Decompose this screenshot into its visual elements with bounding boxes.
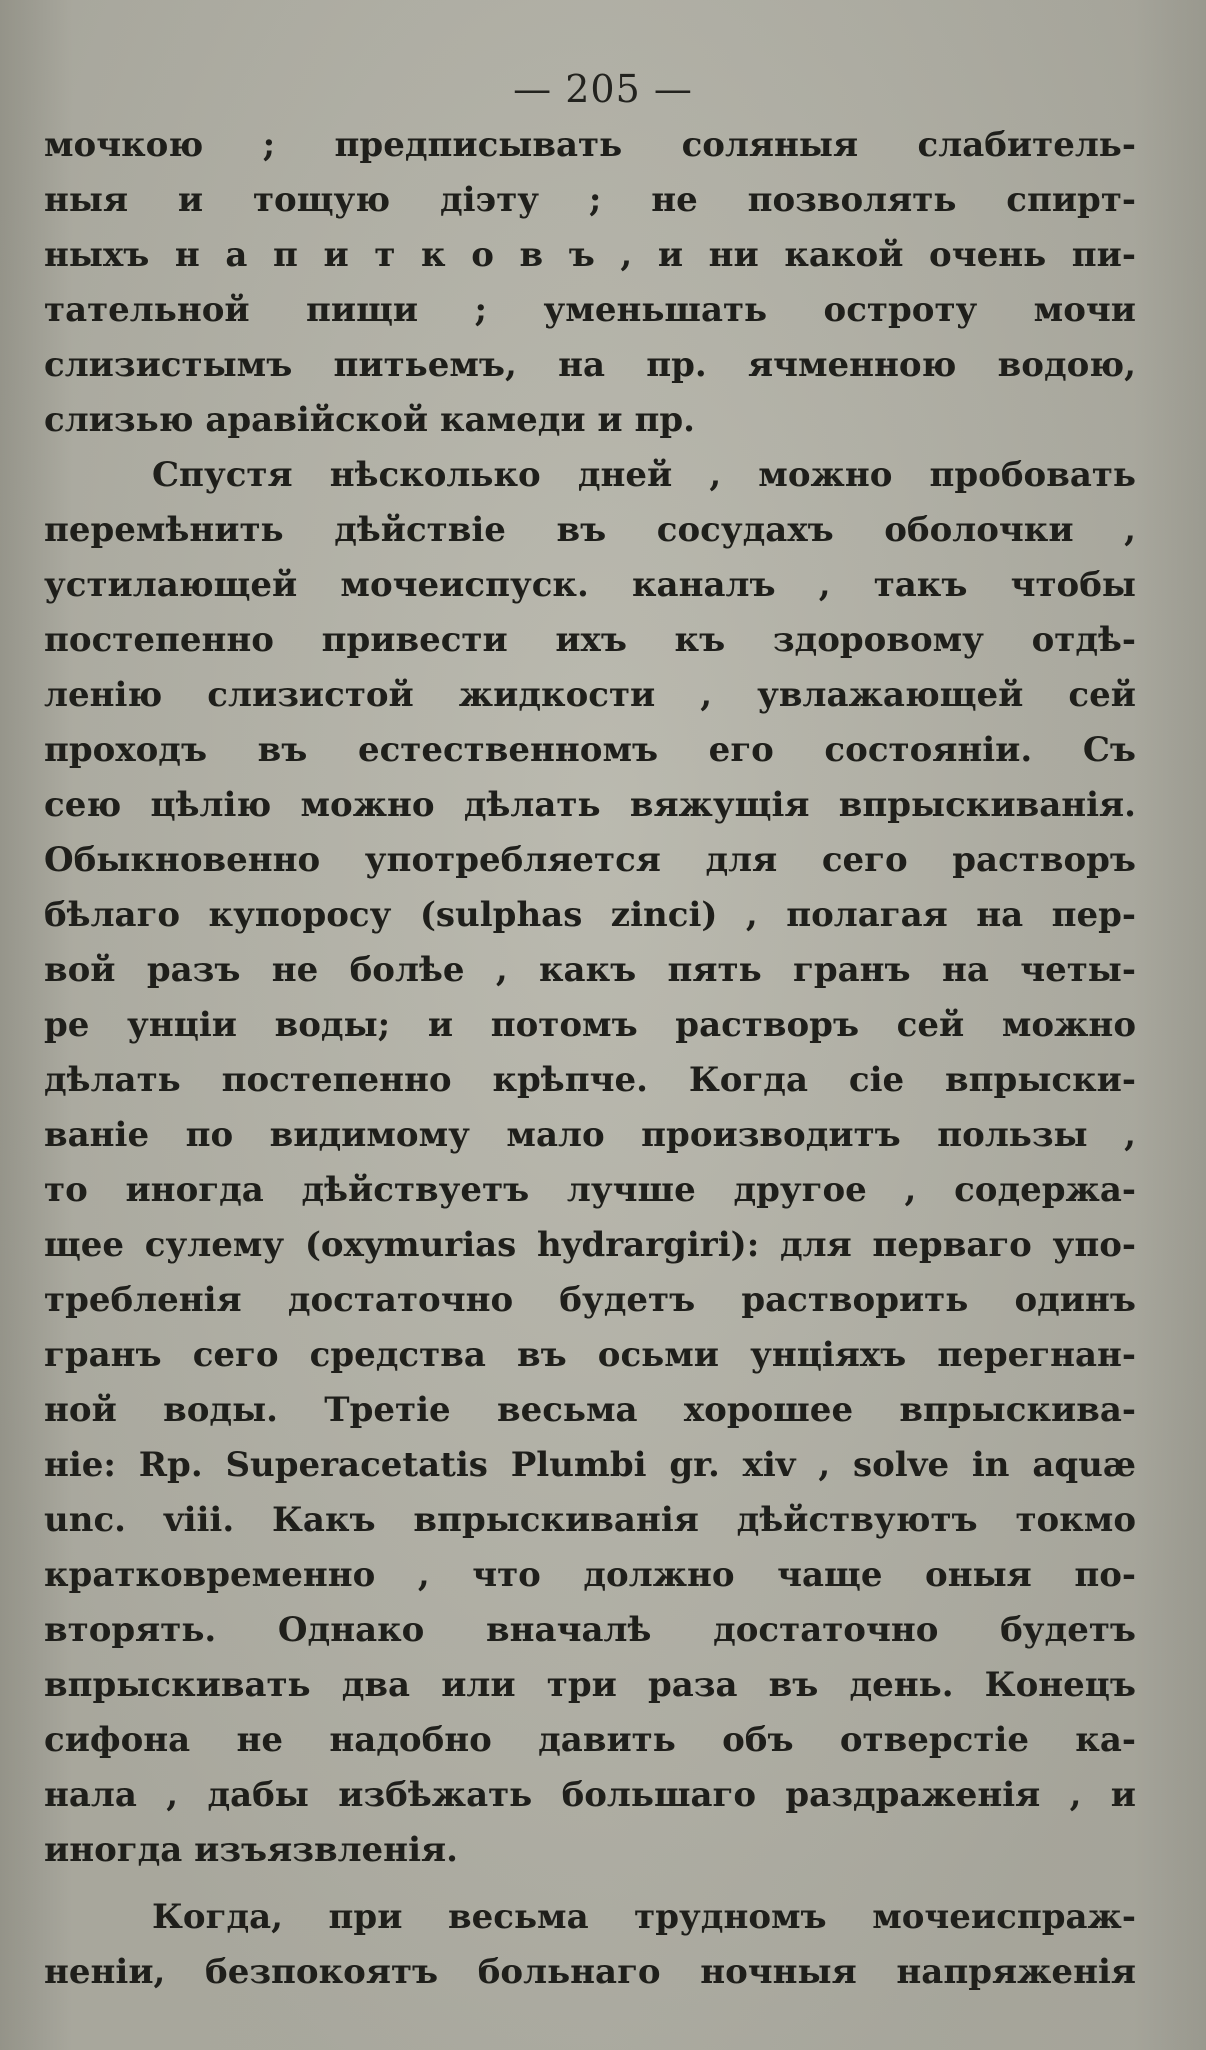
text-line: слизистымъ питьемъ, на пр. ячменною водою,: [44, 345, 1136, 385]
text-line: ванiе по видимому мало производитъ пользы ,: [44, 1115, 1136, 1155]
text-line: unc. viii. Какъ впрыскиванiя дѣйствуютъ токмо: [44, 1500, 1136, 1540]
text-line: иногда изъязвленiя.: [44, 1830, 458, 1870]
text-line: требленiя достаточно будетъ растворить одинъ: [44, 1280, 1136, 1320]
text-line: Спустя нѣсколько дней , можно пробовать: [152, 455, 1136, 495]
text-line: постепенно привести ихъ къ здоровому отдѣ-: [44, 620, 1136, 660]
text-line: нала , дабы избѣжать большаго раздраженiя , и: [44, 1775, 1136, 1815]
text-line: ленiю слизистой жидкости , увлажающей сей: [44, 675, 1136, 715]
text-line: гранъ сего средства въ осьми унцiяхъ перегнан-: [44, 1335, 1136, 1375]
text-line: устилающей мочеиспуск. каналъ , такъ чтобы: [44, 565, 1136, 605]
body-text: [44, 118, 1136, 2000]
text-line: ной воды. Третiе весьма хорошее впрыскива-: [44, 1390, 1136, 1430]
text-line: ре унцiи воды; и потомъ растворъ сей можно: [44, 1005, 1136, 1045]
text-line: ныя и тощую дiэту ; не позволять спирт-: [44, 180, 1136, 220]
text-line: бѣлаго купоросу (sulphas zinci) , полагая на пер-: [44, 895, 1136, 935]
page-number: — 205 —: [513, 67, 693, 111]
text-line: ныхъ н а п и т к о в ъ , и ни какой очень пи-: [44, 235, 1136, 275]
text-line: ненiи, безпокоятъ больнаго ночныя напряженiя: [44, 1952, 1136, 1992]
text-line: щее сулему (oxymurias hydrargiri): для перваго упо-: [44, 1225, 1136, 1265]
text-line: мочкою ; предписывать соляныя слабитель-: [44, 125, 1136, 165]
text-line: перемѣнить дѣйствiе въ сосудахъ оболочки ,: [44, 510, 1136, 550]
text-line: сифона не надобно давить объ отверстiе ка-: [44, 1720, 1136, 1760]
text-line: вой разъ не болѣе , какъ пять гранъ на четы-: [44, 950, 1136, 990]
text-line: Обыкновенно употребляется для сего растворъ: [44, 840, 1136, 880]
text-line: то иногда дѣйствуетъ лучше другое , содержа-: [44, 1170, 1136, 1210]
text-line: сею цѣлiю можно дѣлать вяжущiя впрыскиванiя.: [44, 785, 1136, 825]
text-line: нiе: Rp. Superacetatis Plumbi gr. xiv , solve in aquæ: [44, 1445, 1136, 1485]
text-line: слизью аравiйской камеди и пр.: [44, 400, 695, 440]
text-line: вторять. Однако вначалѣ достаточно будетъ: [44, 1610, 1136, 1650]
text-line: Когда, при весьма трудномъ мочеиспраж-: [152, 1897, 1136, 1937]
text-line: впрыскивать два или три раза въ день. Конецъ: [44, 1665, 1136, 1705]
text-line: дѣлать постепенно крѣпче. Когда сiе впрыски-: [44, 1060, 1136, 1100]
text-line: тательной пищи ; уменьшать остроту мочи: [44, 290, 1136, 330]
text-line: проходъ въ естественномъ его состоянiи. Съ: [44, 730, 1136, 770]
text-line: кратковременно , что должно чаще оныя по-: [44, 1555, 1136, 1595]
